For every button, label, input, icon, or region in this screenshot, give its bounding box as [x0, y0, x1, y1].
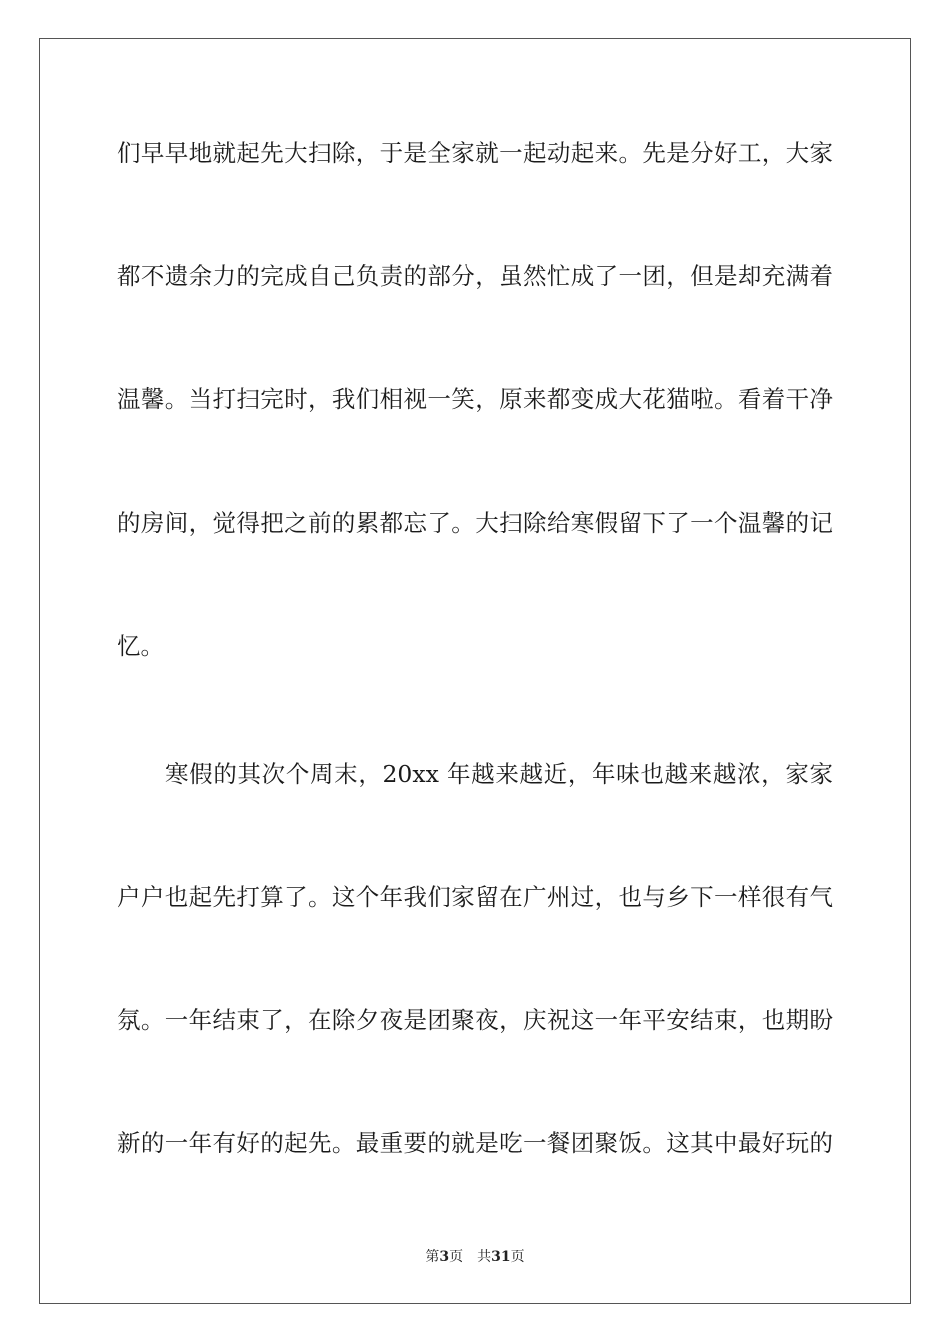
page-prefix: 第: [425, 1249, 440, 1265]
page-suffix: 页: [449, 1249, 464, 1265]
current-page-number: 3: [439, 1249, 450, 1265]
body-text-line: 们早早地就起先大扫除，于是全家就一起动起来。先是分好工，大家: [117, 139, 833, 167]
body-text-line: 氛。一年结束了，在除夕夜是团聚夜，庆祝这一年平安结束，也期盼: [117, 1006, 833, 1034]
body-text-line: 都不遗余力的完成自己负责的部分，虽然忙成了一团，但是却充满着: [117, 262, 833, 290]
body-text-line: 新的一年有好的起先。最重要的就是吃一餐团聚饭。这其中最好玩的: [117, 1129, 833, 1157]
body-text-line: 的房间，觉得把之前的累都忘了。大扫除给寒假留下了一个温馨的记: [117, 509, 833, 537]
page-footer: [0, 1248, 950, 1266]
body-text-line: 户户也起先打算了。这个年我们家留在广州过，也与乡下一样很有气: [117, 883, 833, 911]
body-text-line: 忆。: [117, 632, 164, 660]
body-text-line: 温馨。当打扫完时，我们相视一笑，原来都变成大花猫啦。看着干净: [117, 385, 833, 413]
total-pages-number: 31: [491, 1249, 511, 1265]
page-border: [39, 38, 911, 1304]
total-prefix: 共: [477, 1249, 492, 1265]
paragraph-first-line: 寒假的其次个周末，20xx 年越来越近，年味也越来越浓，家家: [165, 760, 833, 788]
total-suffix: 页: [510, 1249, 525, 1265]
